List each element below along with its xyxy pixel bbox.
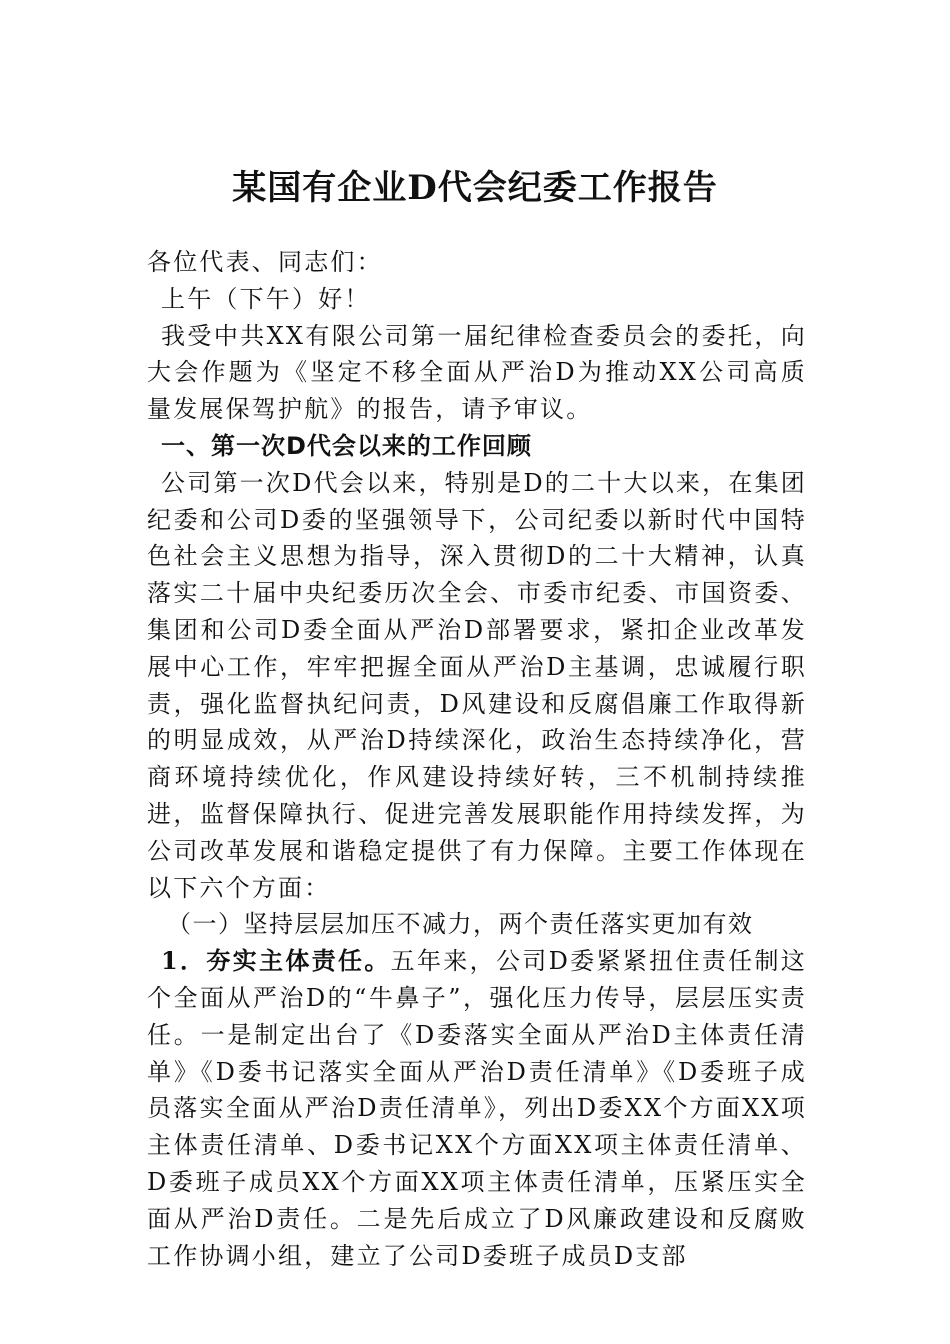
item-lead: 1．夯实主体责任。 xyxy=(161,946,391,976)
item-text: 五年来，公司D委紧紧扭住责任制这个全面从严治D的“牛鼻子”，强化压力传导，层层压实责任。一是制定出台了《D委落实全面从严治D主体责任清单》《D委书记落实全面从严治D责任清单》《D委班子成员落实全面从严治D责任清单》，列出D委XX个方面XX项主体责任清单、D委书记XX个方面XX项主体责任清单、D委班子成员XX个方面XX项主体责任清单，压紧压实全面从严治D责任。二是先后成立了D风廉政建设和反腐败工作协调小组，建立了公司D委班子成员D支部 xyxy=(147,947,808,1270)
intro-paragraph: 我受中共XX有限公司第一届纪律检查委员会的委托，向大会作题为《坚定不移全面从严治D为推动XX公司高质量发展保驾护航》的报告，请予审议。 xyxy=(147,321,807,424)
subsection-heading: （一）坚持层层加压不减力，两个责任落实更加有效 xyxy=(167,910,754,939)
greeting: 上午（下午）好！ xyxy=(161,284,371,313)
document-title: 某国有企业D代会纪委工作报告 xyxy=(232,168,718,208)
section-paragraph: 公司第一次D代会以来，特别是D的二十大以来，在集团纪委和公司D委的坚强领导下，公司纪委以新时代中国特色社会主义思想为指导，深入贯彻D的二十大精神，认真落实二十届中央纪委历次全会、市委市纪委、市国资委、集团和公司D委全面从严治D部署要求，紧扣企业改革发展中心工作，牢牢把握全面从严治D主基调，忠诚履行职责，强化监督执纪问责，D风建设和反腐倡廉工作取得新的明显成效，从严治D持续深化，政治生态持续净化，营商环境持续优化，作风建设持续好转，三不机制持续推进，监督保障执行、促进完善发展职能作用持续发挥，为公司改革发展和谐稳定提供了有力保障。主要工作体现在以下六个方面： xyxy=(147,468,807,902)
item-paragraph xyxy=(147,943,807,1274)
salutation: 各位代表、同志们： xyxy=(147,248,383,276)
document-body xyxy=(147,244,807,1274)
section-heading: 一、第一次D代会以来的工作回顾 xyxy=(161,431,532,460)
